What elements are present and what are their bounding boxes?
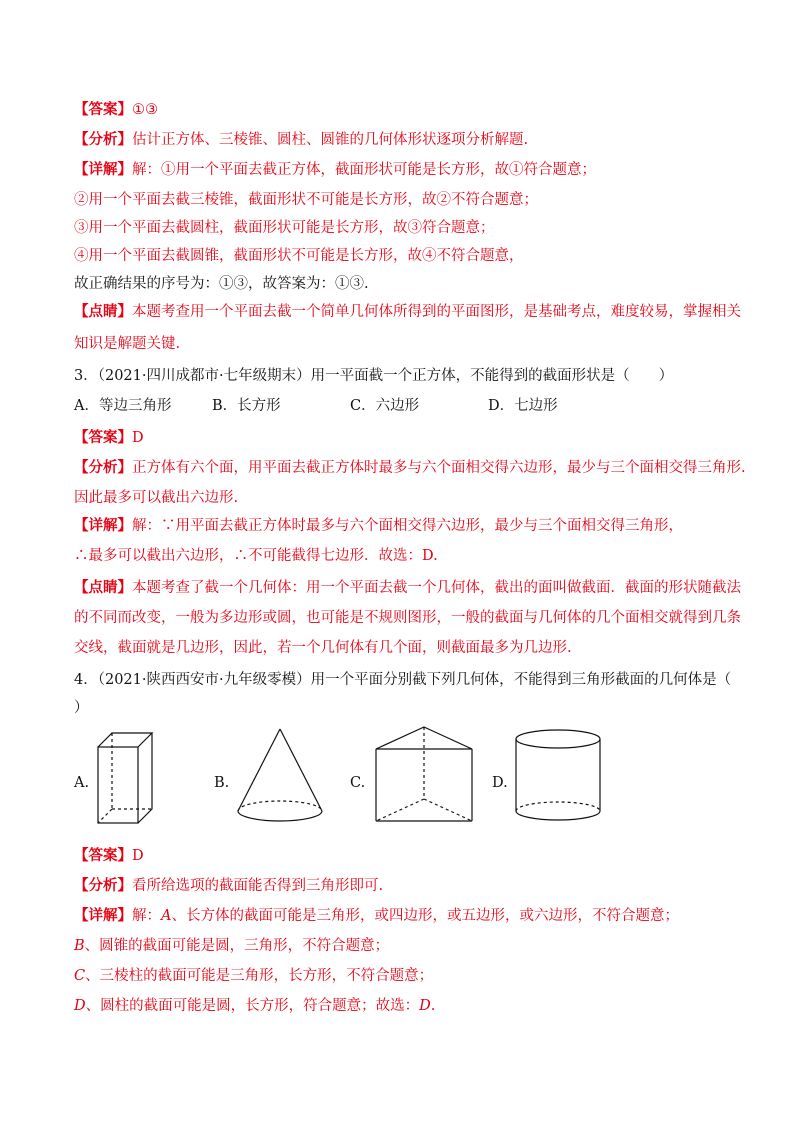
q4-detail-letter-b: B xyxy=(74,938,85,954)
q3-option-d: D．七边形 xyxy=(488,398,558,414)
q2-detail-line-4: ④用一个平面去截圆锥，截面形状不可能是长方形，故④不符合题意， xyxy=(74,248,524,264)
q3-option-a: A．等边三角形 xyxy=(74,398,172,414)
q3-detail-line-2: ∴最多可以截出六边形，∴不可能截得七边形．故选：D. xyxy=(74,548,438,564)
q4-detail-text-d: 、圆柱的截面可能是圆，长方形，符合题意；故选： xyxy=(85,998,420,1014)
detail-tag: 【详解】 xyxy=(74,517,132,534)
q2-detail-line-1 xyxy=(74,160,596,180)
q2-detail-line-2: ②用一个平面去截三棱锥，截面形状不可能是长方形，故②不符合题意； xyxy=(74,192,538,208)
q3-comment-line-1 xyxy=(74,578,741,598)
q3-detail-text-1: 解：∵用平面去截正方体时最多与六个面相交得六边形，最少与三个面相交得三角形， xyxy=(132,518,683,534)
q4-figure-a-label: A. xyxy=(74,775,90,791)
q3-comment-text-1: 本题考查了截一个几何体：用一个平面去截一个几何体，截出的面叫做截面．截面的形状随截法 xyxy=(132,580,741,596)
q4-figure-b-label: B. xyxy=(214,775,230,791)
q4-answer-line xyxy=(74,846,144,866)
q4-figure-d xyxy=(492,725,622,825)
q4-detail-text-c: 、三棱柱的截面可能是三角形，长方形，不符合题意； xyxy=(85,968,434,984)
comment-tag: 【点睛】 xyxy=(74,303,132,320)
q2-answer: ①③ xyxy=(132,102,158,118)
q3-option-b: B．长方形 xyxy=(212,398,281,414)
answer-tag: 【答案】 xyxy=(74,429,132,446)
comment-tag: 【点睛】 xyxy=(74,579,132,596)
q2-comment-text-1: 本题考查用一个平面去截一个简单几何体所得到的平面图形，是基础考点，难度较易，掌握相关 xyxy=(132,304,741,320)
q3-comment-line-2: 的不同而改变，一般为多边形或圆，也可能是不规则图形，一般的截面与几何体的几个面相交就得到几条 xyxy=(74,610,741,626)
q3-analysis-line-1 xyxy=(74,458,746,478)
cylinder-icon xyxy=(512,727,604,825)
q4-stem-line-2: ） xyxy=(74,700,89,716)
answer-tag: 【答案】 xyxy=(74,101,132,118)
q2-detail-text-1: 解：①用一个平面去截正方体，截面形状可能是长方形，故①符合题意； xyxy=(132,162,596,178)
q3-comment-line-3: 交线，截面就是几边形，因此，若一个几何体有几个面，则截面最多为几边形. xyxy=(74,640,572,656)
q4-analysis-line xyxy=(74,876,383,896)
q4-stem-line-1: 4．（2021·陕西西安市·九年级零模）用一个平面分别截下列几何体，不能得到三角形截面的几何体是（ xyxy=(74,672,732,688)
q4-analysis: 看所给选项的截面能否得到三角形即可. xyxy=(132,878,384,894)
triangular-prism-icon xyxy=(372,725,476,825)
q4-answer: D xyxy=(132,848,144,864)
q4-final-letter: D xyxy=(419,998,431,1014)
analysis-tag: 【分析】 xyxy=(74,459,132,476)
q4-detail-line-1 xyxy=(74,906,679,926)
q4-detail-line-2 xyxy=(74,936,389,956)
q2-detail-line-3: ③用一个平面去截圆柱，截面形状可能是长方形，故③符合题意； xyxy=(74,220,495,236)
q4-figure-a xyxy=(74,725,204,825)
q3-options xyxy=(74,396,558,416)
q4-figure-c xyxy=(350,725,500,825)
q2-answer-line xyxy=(74,100,158,120)
detail-tag: 【详解】 xyxy=(74,907,132,924)
q2-comment-line-2: 知识是解题关键. xyxy=(74,336,181,352)
q3-analysis-line-2: 因此最多可以截出六边形. xyxy=(74,490,239,506)
q4-figures xyxy=(74,725,754,825)
q4-figure-b xyxy=(214,725,344,825)
q4-detail-prefix: 解： xyxy=(132,908,161,924)
q4-final-dot: . xyxy=(430,998,436,1014)
q3-answer-line xyxy=(74,428,144,448)
q4-detail-line-3 xyxy=(74,966,433,986)
q4-detail-text-b: 、圆锥的截面可能是圆，三角形，不符合题意； xyxy=(84,938,390,954)
q3-option-c: C．六边形 xyxy=(350,398,420,414)
q4-figure-c-label: C. xyxy=(350,775,366,791)
q2-analysis: 估计正方体、三棱锥、圆柱、圆锥的几何体形状逐项分析解题. xyxy=(132,132,529,148)
q4-detail-letter-a: A xyxy=(161,908,172,924)
analysis-tag: 【分析】 xyxy=(74,131,132,148)
q3-answer: D xyxy=(132,430,144,446)
q4-detail-text-a: 、长方体的截面可能是三角形，或四边形，或五边形，或六边形，不符合题意； xyxy=(171,908,679,924)
q2-comment-line-1 xyxy=(74,302,741,322)
cone-icon xyxy=(232,727,328,827)
q2-detail-line-5: 故正确结果的序号为：①③，故答案为：①③. xyxy=(74,276,369,292)
detail-tag: 【详解】 xyxy=(74,161,132,178)
q4-detail-letter-c: C xyxy=(74,968,86,984)
q4-detail-letter-d: D xyxy=(74,998,86,1014)
analysis-tag: 【分析】 xyxy=(74,877,132,894)
rectangular-prism-icon xyxy=(94,730,156,826)
q4-figure-d-label: D. xyxy=(492,775,508,791)
q3-stem: 3．（2021·四川成都市·七年级期末）用一平面截一个正方体，不能得到的截面形状是（ ） xyxy=(74,368,674,384)
q4-detail-line-4 xyxy=(74,996,435,1016)
q2-analysis-line xyxy=(74,130,528,150)
q3-detail-line-1 xyxy=(74,516,683,536)
q3-analysis-text-1: 正方体有六个面，用平面去截正方体时最多与六个面相交得六边形，最少与三个面相交得三角形. xyxy=(132,460,746,476)
answer-tag: 【答案】 xyxy=(74,847,132,864)
